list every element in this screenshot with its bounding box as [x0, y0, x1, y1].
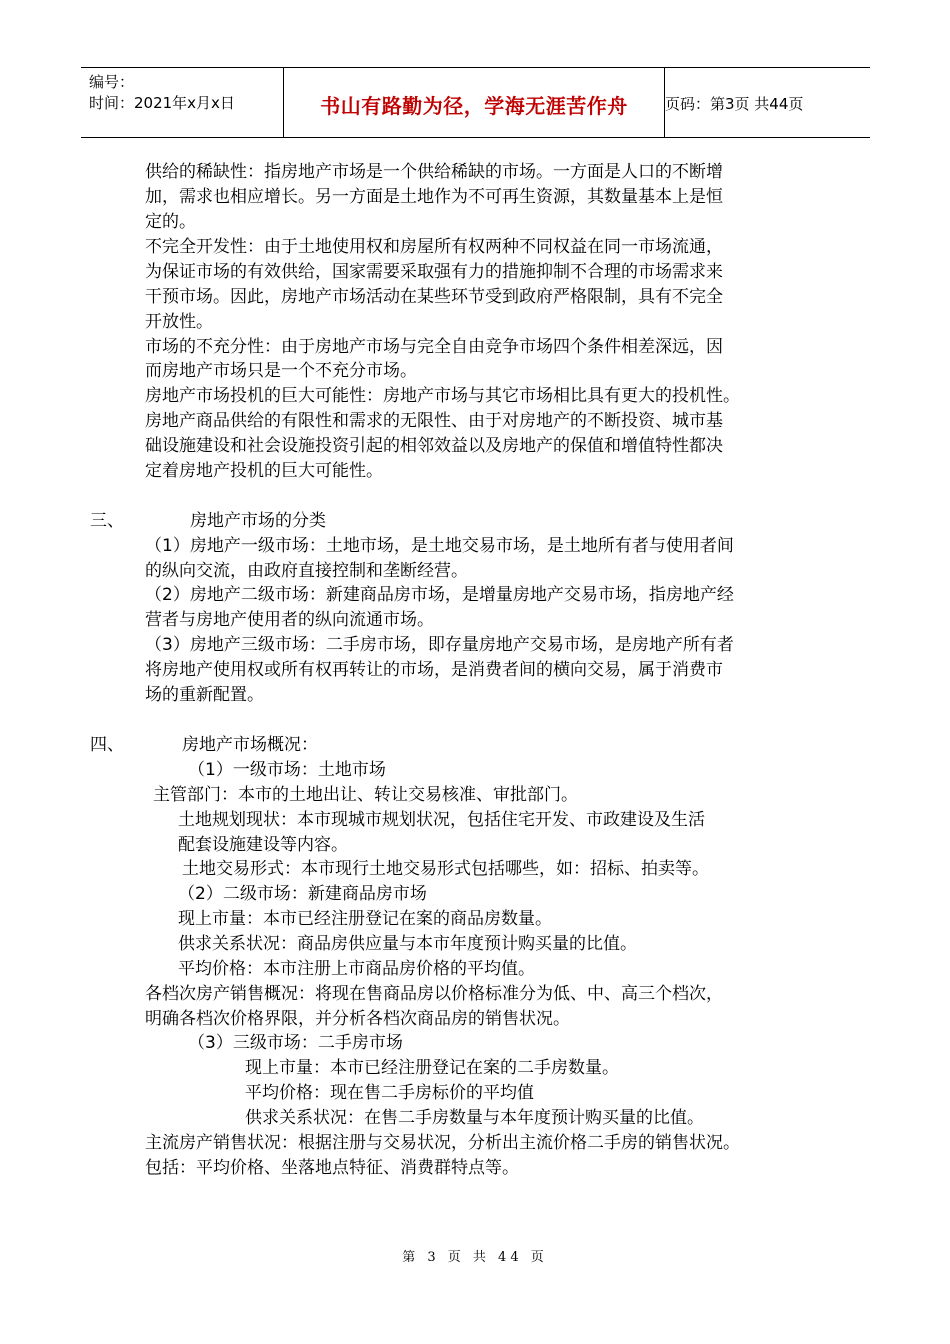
text-line: 现上市量：本市已经注册登记在案的商品房数量。 — [178, 909, 552, 929]
text-line: 定的。 — [145, 212, 196, 232]
text-line: 现上市量：本市已经注册登记在案的二手房数量。 — [245, 1058, 619, 1078]
text-line: 营者与房地产使用者的纵向流通市场。 — [145, 610, 434, 630]
text-line: 将房地产使用权或所有权再转让的市场，是消费者间的横向交易，属于消费市 — [145, 660, 723, 680]
header-page-info: 页码：第3页 共44页 — [665, 95, 804, 113]
text-line: 主流房产销售状况：根据注册与交易状况，分析出主流价格二手房的销售状况。 — [145, 1133, 740, 1153]
section-number: 三、 — [90, 511, 124, 531]
doc-date: 时间：2021年x月x日 — [89, 94, 235, 112]
text-line: 加，需求也相应增长。另一方面是土地作为不可再生资源，其数量基本上是恒 — [145, 187, 723, 207]
text-line: 干预市场。因此，房地产市场活动在某些环节受到政府严格限制，具有不完全 — [145, 287, 723, 307]
text-line: （3）房地产三级市场：二手房市场，即存量房地产交易市场，是房地产所有者 — [145, 635, 734, 655]
text-line: 供求关系状况：在售二手房数量与本年度预计购买量的比值。 — [245, 1108, 704, 1128]
header-motto: 书山有路勤为径，学海无涯苦作舟 — [320, 94, 628, 118]
text-line: （2）房地产二级市场：新建商品房市场，是增量房地产交易市场，指房地产经 — [145, 585, 734, 605]
text-line: （1）房地产一级市场：土地市场，是土地交易市场，是土地所有者与使用者间 — [145, 536, 734, 556]
text-line: 主管部门：本市的土地出让、转让交易核准、审批部门。 — [153, 785, 578, 805]
text-line: 明确各档次价格界限，并分析各档次商品房的销售状况。 — [145, 1009, 570, 1029]
text-line: 平均价格：本市注册上市商品房价格的平均值。 — [178, 959, 535, 979]
text-line: （3）三级市场：二手房市场 — [188, 1033, 403, 1053]
text-line: 配套设施建设等内容。 — [178, 835, 348, 855]
doc-number-label: 编号： — [89, 73, 135, 91]
text-line: 包括：平均价格、坐落地点特征、消费群特点等。 — [145, 1158, 519, 1178]
text-line: （1）一级市场：土地市场 — [188, 760, 386, 780]
text-line: 场的重新配置。 — [145, 685, 264, 705]
text-line: 开放性。 — [145, 312, 213, 332]
text-line: 为保证市场的有效供给，国家需要采取强有力的措施抑制不合理的市场需求来 — [145, 262, 723, 282]
text-line: 市场的不充分性：由于房地产市场与完全自由竞争市场四个条件相差深远，因 — [145, 337, 723, 357]
text-line: 土地规划现状：本市现城市规划状况，包括住宅开发、市政建设及生活 — [178, 810, 705, 830]
text-line: 定着房地产投机的巨大可能性。 — [145, 461, 383, 481]
page-footer: 第 3 页 共 44 页 — [402, 1250, 548, 1265]
text-line: 平均价格：现在售二手房标价的平均值 — [245, 1083, 534, 1103]
text-line: 不完全开发性：由于土地使用权和房屋所有权两种不同权益在同一市场流通， — [145, 237, 723, 257]
text-line: 而房地产市场只是一个不充分市场。 — [145, 361, 417, 381]
text-line: 础设施建设和社会设施投资引起的相邻效益以及房地产的保值和增值特性都决 — [145, 436, 723, 456]
text-line: 的纵向交流，由政府直接控制和垄断经营。 — [145, 561, 468, 581]
section-heading: 房地产市场概况： — [182, 735, 318, 755]
text-line: （2）二级市场：新建商品房市场 — [178, 884, 427, 904]
text-line: 房地产商品供给的有限性和需求的无限性、由于对房地产的不断投资、城市基 — [145, 411, 723, 431]
text-line: 房地产市场投机的巨大可能性：房地产市场与其它市场相比具有更大的投机性。 — [145, 386, 740, 406]
header-table — [81, 67, 870, 138]
section-heading: 房地产市场的分类 — [190, 511, 326, 531]
section-number: 四、 — [90, 735, 124, 755]
text-line: 土地交易形式：本市现行土地交易形式包括哪些，如：招标、拍卖等。 — [182, 859, 709, 879]
text-line: 供给的稀缺性：指房地产市场是一个供给稀缺的市场。一方面是人口的不断增 — [145, 162, 723, 182]
text-line: 各档次房产销售概况：将现在售商品房以价格标准分为低、中、高三个档次， — [145, 984, 723, 1004]
text-line: 供求关系状况：商品房供应量与本市年度预计购买量的比值。 — [178, 934, 637, 954]
header-meta — [89, 72, 235, 114]
